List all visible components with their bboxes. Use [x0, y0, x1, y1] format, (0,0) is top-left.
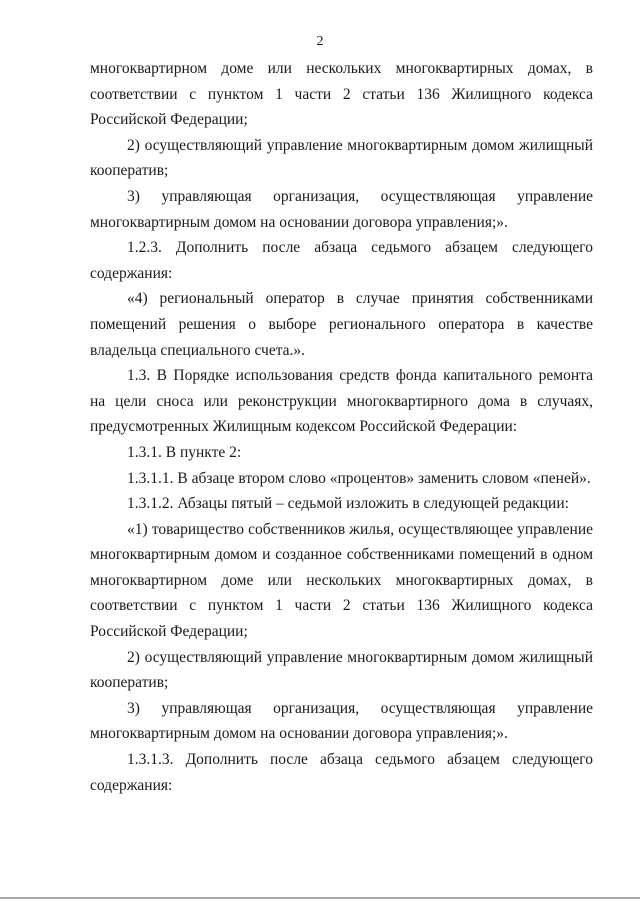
paragraph: 1.3. В Порядке использования средств фонда капитального ремонта на цели сноса или реконструкции многоквартирного дома в случаях, предусмотренных Жилищным кодексом Российской Федерации: — [90, 367, 593, 436]
paragraph: 3) управляющая организация, осуществляющая управление многоквартирным домом на основании договора управления;». — [90, 699, 593, 743]
paragraph: 1.3.1.1. В абзаце втором слово «процентов» заменить словом «пеней». — [127, 469, 591, 487]
paragraph: 3) управляющая организация, осуществляющая управление многоквартирным домом на основании договора управления;». — [90, 187, 593, 231]
paragraph: «1) товарищество собственников жилья, осуществляющее управление многоквартирным домом и созданное собственниками помещений в одном многоквартирном доме или нескольких многоквартирных домах, в соответствии с пунктом 1 части 2 статьи 136 Жилищного кодекса Российской Федерации; — [90, 520, 593, 641]
scan-edge-line — [0, 897, 640, 899]
paragraph: 1.3.1.3. Дополнить после абзаца седьмого абзацем следующего содержания: — [90, 751, 593, 794]
paragraph: многоквартирном доме или нескольких многоквартирных домах, в соответствии с пунктом 1 части 2 статьи 136 Жилищного кодекса Российской Федерации; — [90, 60, 593, 129]
paragraph: 1.2.3. Дополнить после абзаца седьмого абзацем следующего содержания: — [90, 239, 593, 282]
document-body — [90, 56, 593, 798]
paragraph: 2) осуществляющий управление многоквартирным домом жилищный кооператив; — [90, 136, 593, 180]
paragraph: 2) осуществляющий управление многоквартирным домом жилищный кооператив; — [90, 648, 593, 692]
paragraph: 1.3.1.2. Абзацы пятый – седьмой изложить в следующей редакции: — [127, 495, 569, 513]
paragraph: «4) региональный оператор в случае принятия собственниками помещений решения о выборе регионального оператора в качестве владельца специального счета.». — [90, 290, 593, 359]
paragraph: 1.3.1. В пункте 2: — [127, 443, 242, 461]
page-number: 2 — [316, 34, 324, 49]
